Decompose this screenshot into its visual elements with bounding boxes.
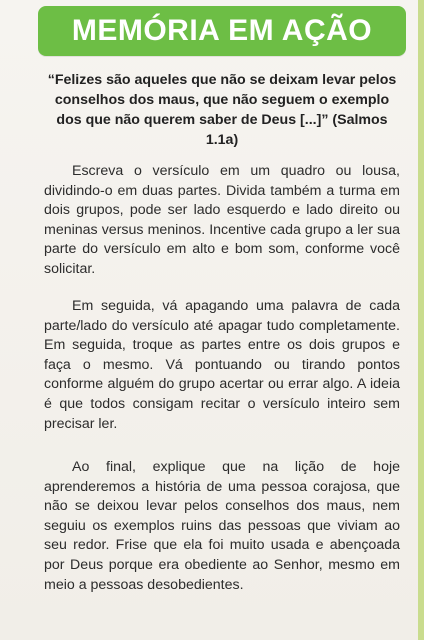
paragraph-3: Ao final, explique que na lição de hoje aprenderemos a história de uma pessoa corajosa, que não se deixou levar pelos conselhos dos maus, nem seguiu os exemplos ruins das pessoas que viviam ao seu redor. Frise que ela foi muito usada e abençoada por Deus porque era obediente ao Senhor, mesmo em meio a pessoas desobedientes. (44, 459, 400, 593)
quote-reference: (Salmos 1.1a) (205, 112, 388, 148)
side-stripe (418, 0, 424, 640)
bible-quote (44, 70, 400, 150)
paragraph-2: Em seguida, vá apagando uma palavra de cada parte/lado do versículo até apagar tudo completamente. Em seguida, troque as partes entre os dois grupos e faça o mesmo. Vá pontuando ou tirando pontos conforme alguém do grupo acertar ou errar algo. A ideia é que todos consigam recitar o versículo inteiro sem precisar ler. (44, 298, 400, 432)
quote-text: “Felizes são aqueles que não se deixam levar pelos conselhos dos maus, que não seguem o exemplo dos que não querem saber de Deus [...]” (47, 72, 397, 128)
paragraph-1: Escreva o versículo em um quadro ou lousa, dividindo-o em duas partes. Divida também a turma em dois grupos, pode ser lado esquerdo e lado direito ou meninas versus meninos. Incentive cada grupo a ler sua parte do versículo em alto e bom som, conforme você solicitar. (44, 163, 400, 277)
page-title: MEMÓRIA EM AÇÃO (71, 14, 373, 47)
title-banner (38, 6, 406, 56)
